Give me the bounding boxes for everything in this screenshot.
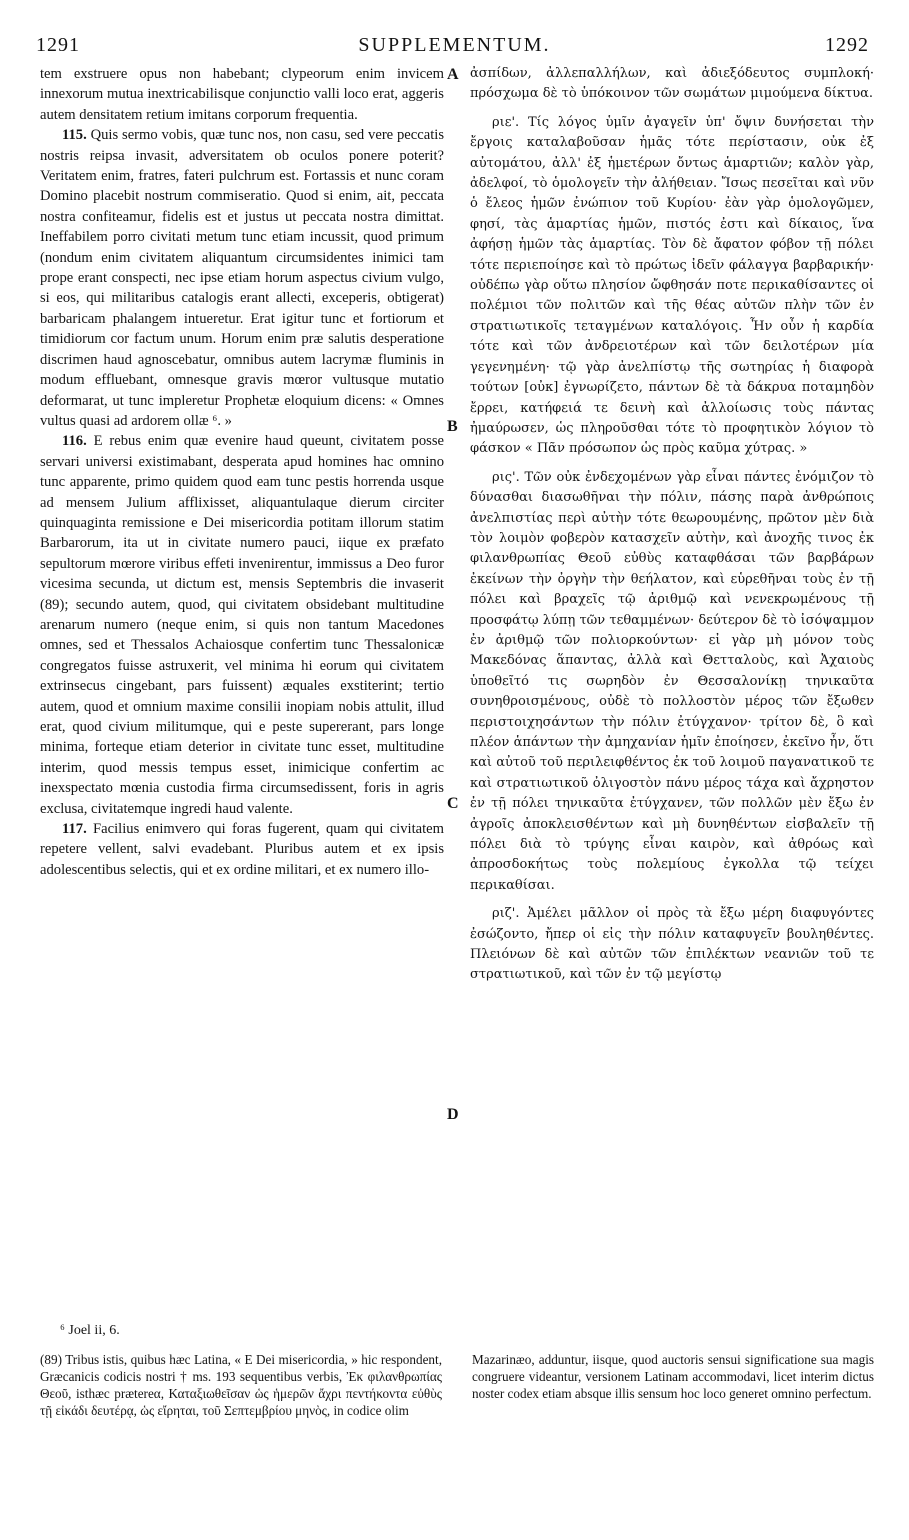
section-number-117: 117. [62,821,87,838]
page-number-left: 1291 [36,34,80,56]
latin-column [40,64,444,880]
latin-paragraph-116 [40,431,444,819]
note-89-left-text: (89) Tribus istis, quibus hæc Latina, « E Dei misericordia, » hic respondent, Græcanicis codicis nostri † ms. 193 sequentibus verbis, Ἐκ φιλανθρωπίας Θεοῦ, isthæc prætereα, Καταξιωθεῖσαν ὡς ἡμερῶν ἄχρι πεντήκοντα εὐθὺς τῇ εἰκάδι δευτέρᾳ, ὡς εἴρηται, τοῦ Σεπτεμβρίου μηνὸς, in codice olim [40,1352,442,1418]
margin-letter-d: D [447,1106,459,1123]
margin-letter-c: C [447,795,459,812]
greek-column [470,64,874,986]
greek-paragraph-116: ρις'. Τῶν οὐκ ἐνδεχομένων γὰρ εἶναι πάντες ἐνόμιζον τὸ δύνασθαι διασωθῆναι τὴν πόλιν, πάσης παρὰ ἀνθρώποις ἀνελπιστίας περὶ αὐτὴν τότε θεωρουμένης, πρῶτον μὲν διὰ τὸν λοιμὸν φοβερὸν κατασχεῖν αὐτὴν, καὶ ἀνοχῆς τινος ἐκ φιλανθρωπίας Θεοῦ εὐθὺς καταφθάσαι τῶν βαρβάρων ἐκείνων τὴν ὀργὴν τὴν θεήλατον, καὶ εὑρεθῆναι τοὺς ἐν τῇ πόλει καὶ βραχεῖς τῷ ἀριθμῷ καὶ νενεκρωμένους τῇ προσφάτῳ λύπῃ τῶν τεθαμμένων· δεύτερον δὲ τὸ ἰσόψαμμον ἐν ἀριθμῷ τῶν πολιορκούντων· εἰ γὰρ μὴ μόνον τοὺς Μακεδόνας ἅπαντας, ἀλλὰ καὶ Θετταλοὺς, καὶ Ἀχαιοὺς ὑποθεῖτό τις σωρηδὸν ἐν Θεσσαλονίκῃ τηνικαῦτα συνηθροισμένους, οὐδὲ τὸ πολλοστὸν μέρος τῶν ἔξωθεν περιστοιχησάντων τὴν πόλιν ἐτύγχανον· τρίτον δὲ, ὃ καὶ πλέον ἁπάντων τὴν ἀμηχανίαν ἡμῖν ἐποίησεν, ἐκεῖνο ἦν, ὅτι καὶ αὐτοῦ τοῦ περιλειφθέντος ἐκ τοῦ λοιμοῦ παγανατικοῦ τε καὶ στρατιωτικοῦ ὀλιγοστὸν πάνυ μέρος τάχα καὶ ἄχρηστον ἐν τῇ πόλει τηνικαῦτα ἐτύγχανεν, τῶν πολλῶν μὲν ἔξω ἐν ἀγροῖς ἀποκλεισθέντων καὶ μὴ δυνηθέντων εἰσβαλεῖν τῇ πόλει διὰ τὸ τρύγης εἶναι καιρὸν, καὶ ἀθρόως καὶ ἀπροσδοκήτως τοὺς πολεμίους ἐγκολλα τῷ τείχει περικαθίσαι. [470,469,874,893]
greek-paragraph-intro: ἀσπίδων, ἀλλεπαλλήλων, καὶ ἀδιεξόδευτος συμπλοκή· πρόσχωμα δὲ τὸ ὑπόκοινον τῶν σωμάτων μιμούμενα δίκτυα. [470,66,874,102]
latin-paragraph-115 [40,125,444,431]
section-number-116: 116. [62,433,87,450]
running-title: SUPPLEMENTUM. [358,34,551,56]
latin-text-115: Quis sermo vobis, quæ tunc nos, non casu, sed vere peccatis nostris reipsa invasit, adversitatem ob oculos ponere poterit? Veritatem enim, fratres, fateri pulchrum est. Fortassis et nunc coram Domino placebit nostrum commiseratio. Quod si enim, ait, peccata nostra confiteamur, fidelis est et justus ut peccata nostra dimittat. Ineffabilem porro civitati metum tunc etiam incussit, quod primum (nondum enim civitatem aliquantum circumsidentes inimici tam prope erant conspecti, nec ipse etiam horum aspectus civium vulgo, si eos, qui militaribus catalogis erant allecti, exceperis, obtigerat) barbaricam phalangem intueretur. Erat igitur tunc et fortiorum et timidiorum cor factum unum. Horum enim præ salutis desperatione discrimen haud agnoscebatur, omnibus autem lacrymæ fluminis in modum effluebant, omnesque gravis mœror vultusque mutatio deformarat, ut tunc impleretur Prophetæ eloquium dicens: « Omnes vultus quasi ad ardorem ollæ ⁶. » [40,127,444,429]
margin-letter-a: A [447,66,459,83]
note-89 [40,1351,875,1419]
page-number-right: 1292 [825,34,869,56]
latin-paragraph-intro: tem exstruere opus non habebant; clypeorum enim invicem innexorum mutua inextricabilisque conjunctio valli loco erat, aggeris autem densitatem retium imitans corporum frequentia. [40,66,444,123]
greek-paragraph-115: ριε'. Τίς λόγος ὑμῖν ἀγαγεῖν ὑπ' ὄψιν δυνήσεται τὴν ἔργοις καταλαβοῦσαν ἡμᾶς τότε περίστασιν, οὐκ ἐξ αὐτομάτου, ἀλλ' ἐξ ἡμετέρων ὄντως ἁμαρτιῶν; καλὸν γὰρ, ἀδελφοί, τὸ ὁμολογεῖν τὴν ἀλήθειαν. Ἴσως πεσεῖται καὶ νῦν ὁ ἔλεος ἡμῶν ἐνώπιον τοῦ Κυρίου· ἐὰν γὰρ ὁμολογῶμεν, φησί, τὰς ἁμαρτίας ἡμῶν, πιστός ἐστι καὶ δίκαιος, ἵνα ἀφήσῃ ἡμῶν τὰς ἁμαρτίας. Τὸν δὲ ἄφατον φόβον τῇ πόλει τότε περιεποίησε καὶ τὸ πρώτως ἰδεῖν φάλαγγα βαρβαρικήν· οὐδέπω γὰρ οὕτω πλησίον ὤφθησάν ποτε περικαθίσαντες οἱ πολέμιοι τῶν πολιτῶν καὶ τῆς θέας αὐτῶν πλὴν τῶν ἐν στρατιωτικοῖς τεταγμένων καταλόγοις. Ἦν οὖν ἡ καρδία τότε καὶ τῶν ἀνδρειοτέρων καὶ τῶν δειλοτέρων μία γεγενημένη· τῷ γὰρ ἀνελπίστῳ τῆς σωτηρίας ἡ διαφορὰ τούτων [οὐκ] ἐγνωρίζετο, πάντων δὲ τὰ δάκρυα ποταμηδὸν ἔρρει, κατήφειά τε δεινὴ καὶ ἀλλοίωσις τοὺς πάντας ἠμαύρωσεν, ὡς πληροῦσθαι τότε τὸ προφητικὸν λόγιον τὸ φάσκον « Πᾶν πρόσωπον ὡς πρὸς καῦμα χύτρας. » [470,114,874,457]
greek-paragraph-117: ριζ'. Ἀμέλει μᾶλλον οἱ πρὸς τὰ ἔξω μέρη διαφυγόντες ἐσώζοντο, ἤπερ οἱ εἰς τὴν πόλιν καταφυγεῖν βουληθέντες. Πλειόνων δὲ καὶ αὐτῶν τῶν ἐπιλέκτων νεανιῶν τοῦ τε στρατιωτικοῦ, καὶ τῶν ἐν τῷ μεγίστῳ [470,906,874,983]
notes-area [40,1322,875,1419]
section-number-115: 115. [62,127,87,144]
latin-text-117: Facilius enimvero qui foras fugerent, quam qui civitatem repetere vellent, salvi evadebant. Pluribus autem et ex ipsis adolescentibus selectis, qui et ex ordine militari, et ex numero illo- [40,821,444,878]
margin-letter-b: B [447,418,458,435]
footnote-joel: ⁶ Joel ii, 6. [60,1323,120,1338]
latin-text-116: E rebus enim quæ evenire haud queunt, civitatem posse servari universi existimabant, desperata apud homines hac omnino tunc apparente, primo quidem quod eam tunc pestis horrenda usque ad mensem Julium afflixisset, aliquantulaque dierum circiter quinquaginta remissione e Dei misericordia potitam illorum statim Barbarorum, ita ut in civitate numero pauci, iique ex præfato sepultorum mœrore viribus effeti invenirentur, immissus a Deo furor vicesima secunda, ut dictum est, mensis Septembris die invaserit (89); secundo autem, quod, qui civitatem obsidebant multitudine arenarum numero (neque enim, si quis non tantum Macedones omnes, sed et Thessalos Achaiosque confertim tunc Thessalonicæ congregatos fuisse astruxerit, vel minima hi eorum qui civitatem extrinsecus cingebant, pars fuissent) æquales exstiterint; tertio autem, quod et omnium maxime consilii inopiam nobis attulit, illud erat, quod civium militumque, qui e peste supererant, pars longe minima, forteque etiam deterior in civitate tunc esset, multitudine interim, quod messis tempus esset, inimicique confertim ac inexspectato mœnia custodia firma circumsedissent, foris in agris exclusa, civitatemque ingredi haud valente. [40,433,444,817]
note-89-right-text: Mazarinæo, adduntur, iisque, quod auctoris sensui significatione sua magis congruere videantur, versionem Latinam accommodavi, licet interim dictus noster codex etiam absque illis sensum hoc loco generet omnino perfectum. [472,1352,874,1401]
latin-paragraph-117 [40,819,444,880]
